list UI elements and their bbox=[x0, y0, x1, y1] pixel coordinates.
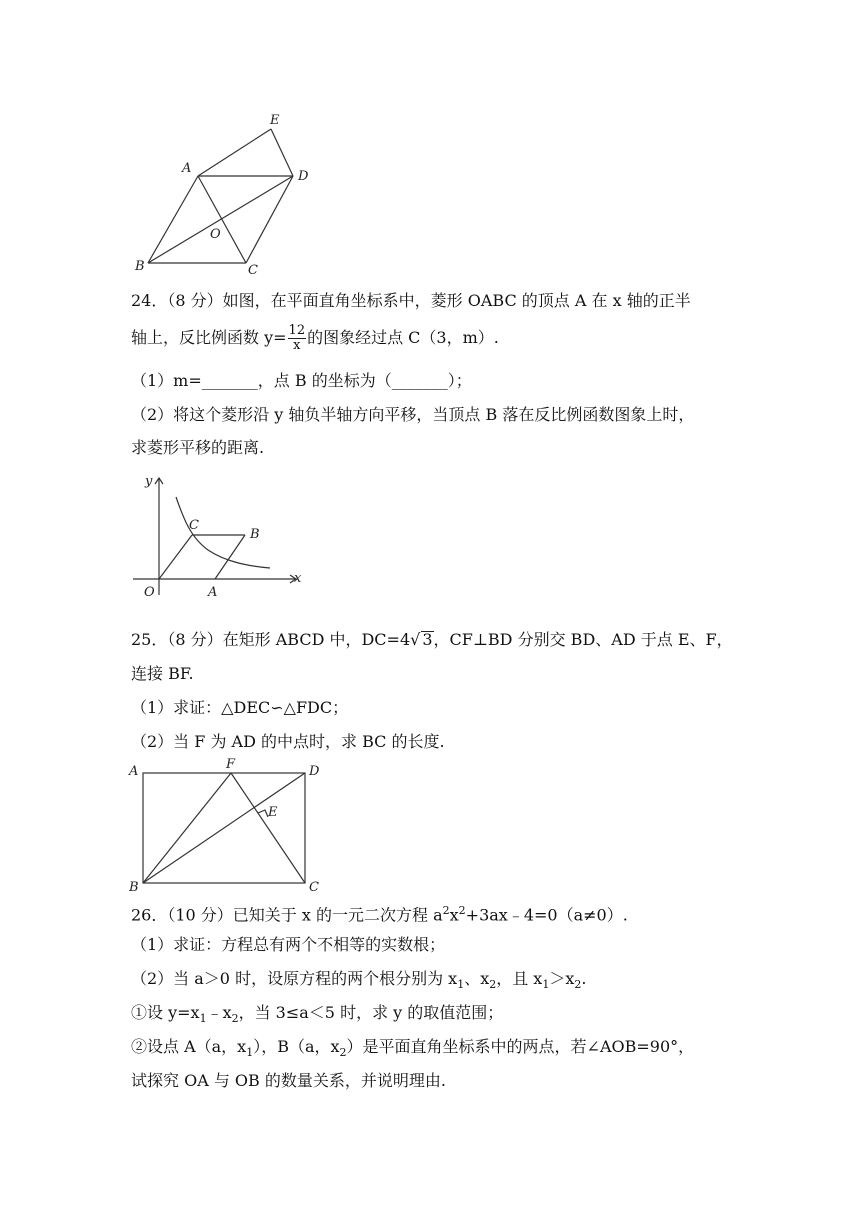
q26-sub2-text-a: ②设点 A（a，x bbox=[131, 1037, 247, 1056]
seg-bd bbox=[143, 773, 305, 883]
seg-ba bbox=[148, 176, 198, 263]
q26-part1: （1）求证：方程总有两个不相等的实数根； bbox=[131, 935, 446, 954]
q25-stem-line2: 连接 BF. bbox=[131, 664, 194, 683]
q26-stem bbox=[131, 901, 628, 925]
q26-part2-sub-3: 1 bbox=[542, 978, 550, 992]
label-b: B bbox=[135, 259, 145, 274]
label-e: E bbox=[268, 805, 278, 820]
q24-stem-line1: 24．（8 分）如图，在平面直角坐标系中，菱形 OABC 的顶点 A 在 x 轴的正半 bbox=[131, 291, 691, 310]
sqrt-radicand: 3 bbox=[422, 630, 433, 649]
q26-sub1-sub-1: 1 bbox=[199, 1012, 207, 1026]
label-y: y bbox=[145, 474, 153, 489]
q24-stem-text-b: 的图象经过点 C（3，m）. bbox=[307, 328, 499, 347]
label-f: F bbox=[226, 757, 236, 772]
q26-part2-sub-1: 1 bbox=[457, 978, 465, 992]
q26-part2-sub-4: 2 bbox=[574, 978, 582, 992]
label-a: A bbox=[208, 585, 218, 600]
fraction-numerator: 12 bbox=[288, 323, 306, 338]
seg-bd bbox=[148, 176, 293, 263]
figure-q24 bbox=[128, 472, 308, 602]
seg-bf bbox=[143, 773, 231, 883]
seg-ac bbox=[198, 176, 246, 263]
q26-sub2-sub-1: 1 bbox=[246, 1046, 254, 1060]
label-e: E bbox=[270, 113, 280, 128]
label-d: D bbox=[298, 169, 309, 184]
seg-oc bbox=[159, 535, 192, 579]
label-c: C bbox=[189, 518, 199, 533]
label-c: C bbox=[248, 263, 258, 278]
label-d: D bbox=[309, 764, 320, 779]
fraction-denominator: x bbox=[293, 338, 301, 353]
q25-stem-line1 bbox=[131, 630, 733, 650]
figure-q23-svg bbox=[130, 110, 330, 280]
q26-sub1-sub-2: 2 bbox=[231, 1012, 239, 1026]
seg-ae bbox=[198, 129, 271, 176]
q26-part2 bbox=[131, 969, 586, 995]
q24-stem-text-a: 轴上，反比例函数 y= bbox=[131, 328, 287, 347]
q26-part2-text-b: 、x bbox=[464, 969, 490, 988]
figure-q25 bbox=[125, 755, 335, 895]
sqrt-icon: √ bbox=[410, 630, 421, 649]
q25-part2: （2）当 F 为 AD 的中点时，求 BC 的长度. bbox=[131, 732, 445, 751]
label-o: O bbox=[210, 227, 221, 242]
q26-sup-1: 2 bbox=[442, 904, 450, 917]
q25-stem-text-b: ，CF⊥BD 分别交 BD、AD 于点 E、F， bbox=[433, 630, 733, 649]
q26-sub2-text-b: ），B（a，x bbox=[253, 1037, 340, 1056]
label-x: x bbox=[294, 571, 302, 586]
q26-sub1 bbox=[131, 1003, 503, 1029]
figure-q23 bbox=[130, 110, 330, 280]
label-a: A bbox=[182, 161, 192, 176]
label-a: A bbox=[129, 764, 139, 779]
q26-sub2-line2: 试探究 OA 与 OB 的数量关系，并说明理由. bbox=[131, 1071, 446, 1090]
label-b: B bbox=[129, 880, 139, 895]
q24-part1: （1）m=_______，点 B 的坐标为（_______）； bbox=[131, 371, 472, 390]
seg-fc bbox=[231, 773, 305, 883]
q26-sub2-text-c: ）是平面直角坐标系中的两点，若∠AOB=90°， bbox=[346, 1037, 695, 1056]
q26-sub2-line1 bbox=[131, 1037, 694, 1063]
q25-part1: （1）求证：△DEC∽△FDC； bbox=[131, 698, 349, 717]
q24-stem-line2 bbox=[131, 324, 499, 353]
q26-part2-text-a: （2）当 a＞0 时，设原方程的两个根分别为 x bbox=[131, 969, 458, 988]
figure-q24-svg bbox=[128, 472, 308, 602]
q26-sub2-sub-2: 2 bbox=[339, 1046, 347, 1060]
q26-stem-text-b: x bbox=[449, 905, 459, 925]
seg-ed bbox=[271, 129, 293, 176]
q24-part2-line2: 求菱形平移的距离. bbox=[131, 438, 265, 457]
q26-sub1-text-b: ﹣x bbox=[206, 1003, 232, 1022]
label-o: O bbox=[144, 585, 155, 600]
q26-stem-text-c: +3ax﹣4=0（a≠0）. bbox=[465, 905, 628, 925]
figure-q25-svg bbox=[125, 755, 335, 895]
q26-stem-text-a: 26．（10 分）已知关于 x 的一元二次方程 a bbox=[131, 905, 443, 925]
label-b: B bbox=[250, 527, 260, 542]
q26-sup-2: 2 bbox=[458, 904, 466, 917]
q26-part2-text-e: . bbox=[581, 969, 587, 988]
label-c: C bbox=[309, 880, 319, 895]
fraction-12-over-x bbox=[288, 324, 307, 353]
q26-part2-text-c: ，且 x bbox=[496, 969, 543, 988]
seg-dc bbox=[246, 176, 293, 263]
q25-stem-text-a: 25．（8 分）在矩形 ABCD 中，DC=4 bbox=[131, 630, 411, 649]
q26-part2-text-d: ＞x bbox=[549, 969, 575, 988]
q26-part2-sub-2: 2 bbox=[489, 978, 497, 992]
q24-part2-line1: （2）将这个菱形沿 y 轴负半轴方向平移，当顶点 B 落在反比例函数图象上时， bbox=[131, 405, 695, 424]
q26-sub1-text-c: ，当 3≤a＜5 时，求 y 的取值范围； bbox=[238, 1003, 504, 1022]
q26-sub1-text-a: ①设 y=x bbox=[131, 1003, 200, 1022]
seg-ba bbox=[215, 535, 245, 579]
